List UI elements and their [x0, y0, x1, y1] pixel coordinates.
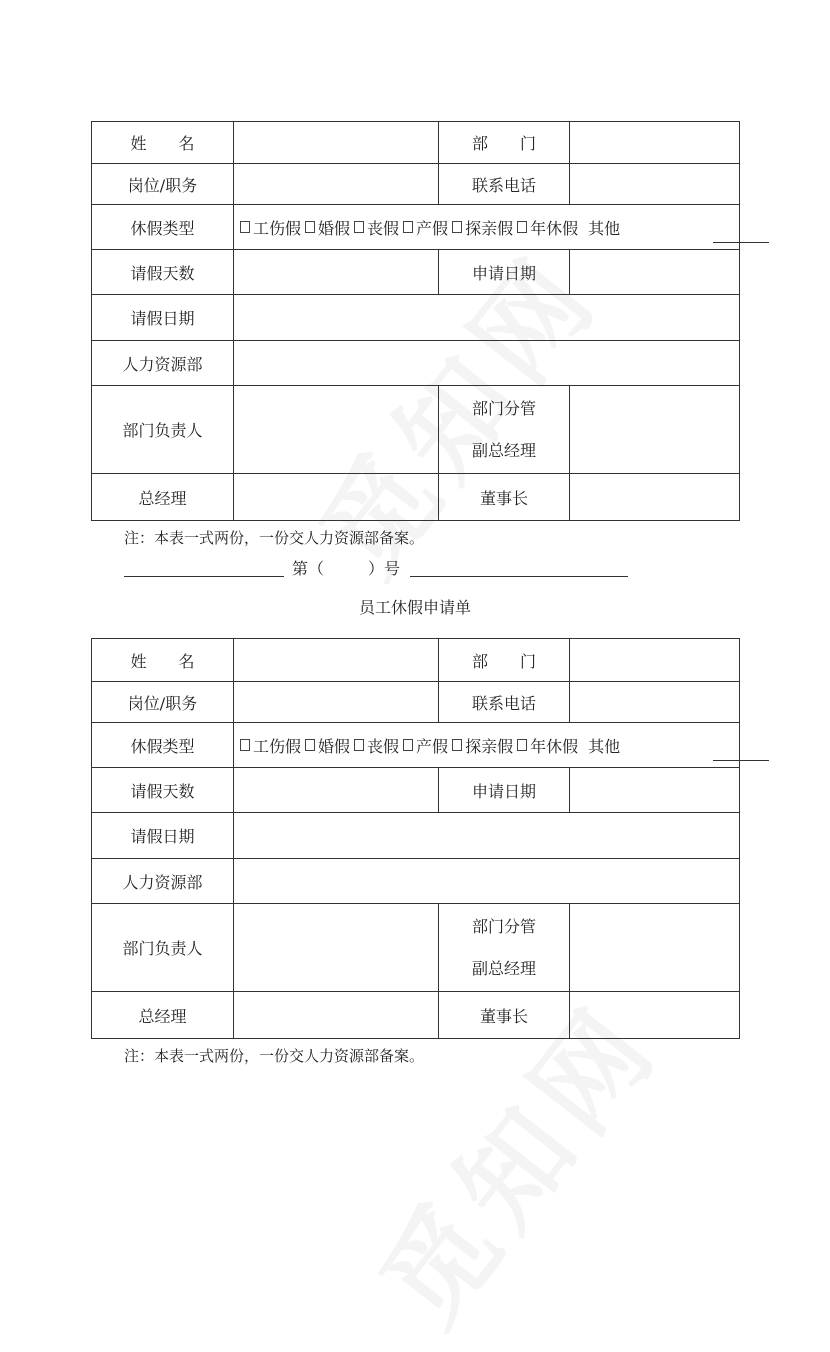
position-label: 岗位/职务 [92, 682, 234, 723]
form-title: 员工休假申请单 [358, 598, 471, 617]
position-field[interactable] [234, 682, 439, 723]
checkbox-icon[interactable] [305, 739, 315, 751]
gm-field[interactable] [234, 992, 439, 1039]
leave-dates-field[interactable] [234, 295, 740, 341]
leave-dates-field[interactable] [234, 813, 740, 859]
dept-vp-field[interactable] [570, 904, 740, 992]
checkbox-icon[interactable] [240, 221, 250, 233]
dept-vp-field[interactable] [570, 386, 740, 474]
option-other: 其他 [588, 218, 621, 238]
dept-head-field[interactable] [234, 904, 439, 992]
serial-suffix: ）号 [368, 559, 401, 578]
dept-vp-label-line2: 副总经理 [471, 958, 536, 978]
option-label: 产假 [416, 218, 449, 238]
hr-field[interactable] [234, 341, 740, 386]
option-marriage[interactable] [305, 216, 350, 239]
option-work-injury[interactable] [240, 216, 301, 239]
name-label: 姓 名 [92, 122, 234, 164]
option-label: 工伤假 [253, 218, 302, 238]
leave-form-2 [91, 638, 740, 1039]
leave-days-label: 请假天数 [92, 250, 234, 295]
option-label: 产假 [416, 736, 449, 756]
phone-field[interactable] [570, 164, 740, 205]
leave-days-field[interactable] [234, 250, 439, 295]
leave-days-field[interactable] [234, 768, 439, 813]
option-family-visit[interactable] [452, 734, 513, 757]
department-field[interactable] [570, 639, 740, 682]
option-family-visit[interactable] [452, 216, 513, 239]
position-label: 岗位/职务 [92, 164, 234, 205]
chairman-label: 董事长 [439, 992, 570, 1039]
department-field[interactable] [570, 122, 740, 164]
name-field[interactable] [234, 639, 439, 682]
checkbox-icon[interactable] [517, 221, 527, 233]
department-label: 部 门 [439, 122, 570, 164]
dept-vp-label-line1: 部门分管 [471, 398, 536, 418]
dept-head-label: 部门负责人 [92, 386, 234, 474]
name-field[interactable] [234, 122, 439, 164]
dept-vp-label [439, 904, 570, 992]
phone-label: 联系电话 [439, 164, 570, 205]
checkbox-icon[interactable] [240, 739, 250, 751]
leave-type-label: 休假类型 [92, 723, 234, 768]
option-label: 年休假 [530, 736, 579, 756]
checkbox-icon[interactable] [305, 221, 315, 233]
checkbox-icon[interactable] [403, 221, 413, 233]
serial-left-underline [124, 576, 284, 577]
option-other: 其他 [588, 736, 621, 756]
leave-type-options [234, 723, 740, 768]
hr-field[interactable] [234, 859, 740, 904]
dept-vp-label [439, 386, 570, 474]
option-label: 丧假 [367, 218, 400, 238]
checkbox-icon[interactable] [452, 221, 462, 233]
hr-label: 人力资源部 [92, 859, 234, 904]
leave-type-label: 休假类型 [92, 205, 234, 250]
checkbox-icon[interactable] [354, 221, 364, 233]
form-note: 注：本表一式两份，一份交人力资源部备案。 [124, 1047, 425, 1065]
checkbox-icon[interactable] [452, 739, 462, 751]
leave-type-options [234, 205, 740, 250]
option-label: 年休假 [530, 218, 579, 238]
other-underline [713, 760, 769, 761]
chairman-field[interactable] [570, 992, 740, 1039]
apply-date-label: 申请日期 [439, 768, 570, 813]
phone-field[interactable] [570, 682, 740, 723]
option-label: 工伤假 [253, 736, 302, 756]
dept-vp-label-line2: 副总经理 [471, 440, 536, 460]
leave-form-1 [91, 121, 740, 521]
option-annual[interactable] [517, 216, 578, 239]
gm-label: 总经理 [92, 474, 234, 521]
gm-field[interactable] [234, 474, 439, 521]
option-annual[interactable] [517, 734, 578, 757]
position-field[interactable] [234, 164, 439, 205]
option-maternity[interactable] [403, 216, 448, 239]
apply-date-field[interactable] [570, 768, 740, 813]
option-maternity[interactable] [403, 734, 448, 757]
leave-days-label: 请假天数 [92, 768, 234, 813]
form-note: 注：本表一式两份，一份交人力资源部备案。 [124, 529, 425, 547]
dept-vp-label-line1: 部门分管 [471, 916, 536, 936]
name-label: 姓 名 [92, 639, 234, 682]
serial-prefix: 第（ [292, 559, 325, 578]
dept-head-label: 部门负责人 [92, 904, 234, 992]
option-bereavement[interactable] [354, 216, 399, 239]
option-label: 丧假 [367, 736, 400, 756]
dept-head-field[interactable] [234, 386, 439, 474]
phone-label: 联系电话 [439, 682, 570, 723]
apply-date-label: 申请日期 [439, 250, 570, 295]
option-work-injury[interactable] [240, 734, 301, 757]
option-label: 探亲假 [465, 218, 514, 238]
checkbox-icon[interactable] [403, 739, 413, 751]
gm-label: 总经理 [92, 992, 234, 1039]
checkbox-icon[interactable] [354, 739, 364, 751]
serial-number-line [124, 556, 630, 578]
leave-dates-label: 请假日期 [92, 295, 234, 341]
other-underline [713, 242, 769, 243]
hr-label: 人力资源部 [92, 341, 234, 386]
chairman-field[interactable] [570, 474, 740, 521]
chairman-label: 董事长 [439, 474, 570, 521]
option-label: 探亲假 [465, 736, 514, 756]
option-label: 婚假 [318, 218, 351, 238]
department-label: 部 门 [439, 639, 570, 682]
serial-right-underline [410, 576, 628, 577]
option-marriage[interactable] [305, 734, 350, 757]
option-label: 婚假 [318, 736, 351, 756]
leave-dates-label: 请假日期 [92, 813, 234, 859]
checkbox-icon[interactable] [517, 739, 527, 751]
apply-date-field[interactable] [570, 250, 740, 295]
option-bereavement[interactable] [354, 734, 399, 757]
